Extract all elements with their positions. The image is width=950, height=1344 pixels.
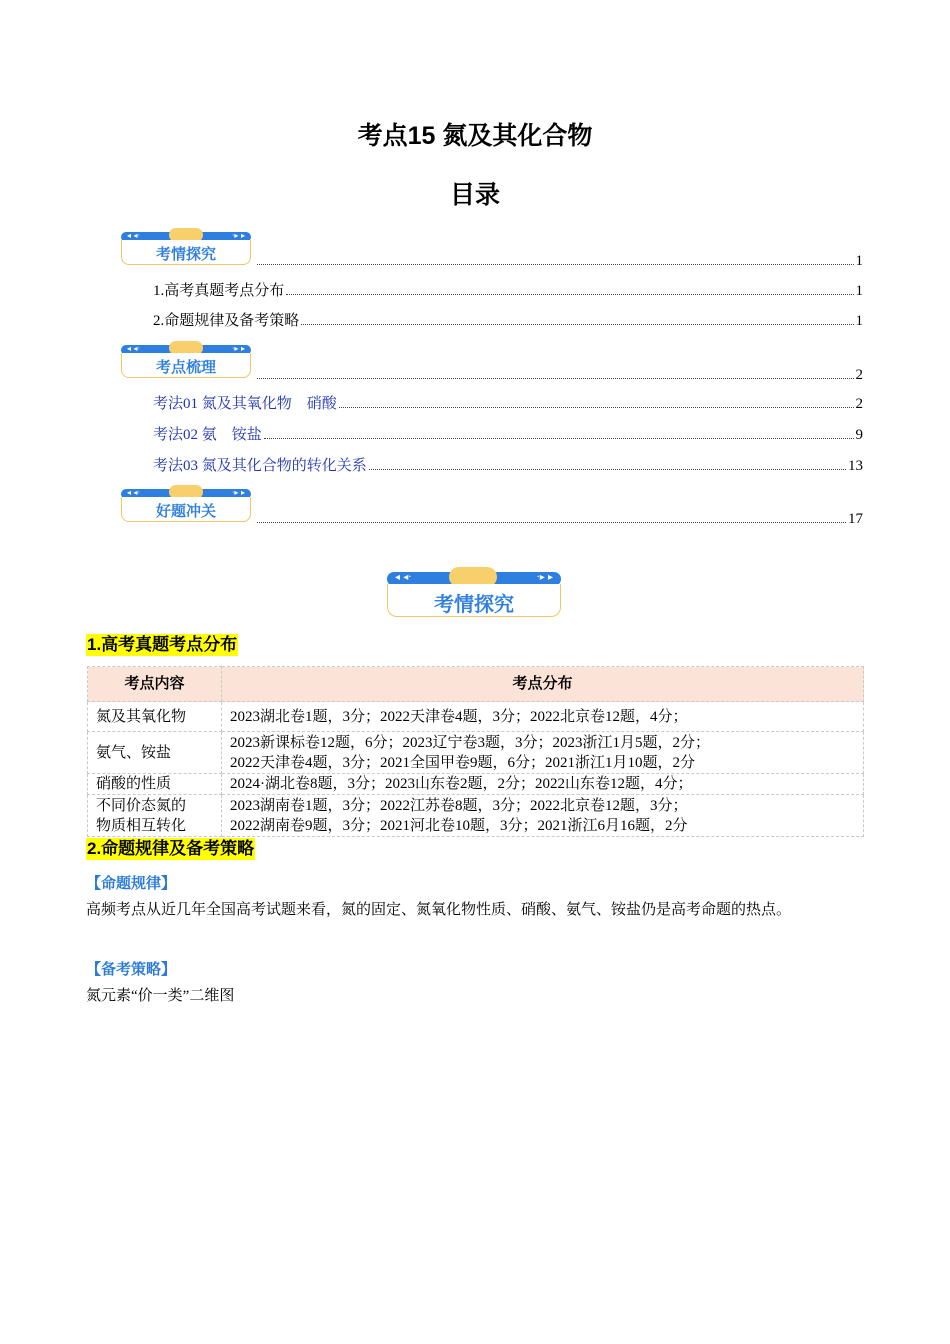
table-row: 硝酸的性质 2024·湖北卷8题，3分；2023山东卷2题，2分；2022山东卷12题，4分； — [88, 774, 864, 795]
badge-practice: ◂ ◂· ·▸ ▸ 好题冲关 — [121, 487, 251, 521]
toc-entry-explore[interactable]: 1 — [255, 250, 863, 270]
rule-label: 【命题规律】 — [86, 875, 177, 892]
table-row: 氨气、铵盐 2023新课标卷12题，6分；2023辽宁卷3题，3分；2023浙江1月5题，2分； 2022天津卷4题，3分；2021全国甲卷9题，6分；2021浙江1月10题，2分 — [88, 732, 864, 774]
toc-entry-distribution[interactable]: 1.高考真题考点分布 1 — [153, 283, 863, 299]
table-row: 不同价态氮的 物质相互转化 2023湖南卷1题，3分；2022江苏卷8题，3分；2022北京卷12题，3分； 2022湖南卷9题，3分；2021河北卷10题，3分；2021浙江6月16题，2分 — [88, 795, 864, 837]
arrow-right-icon: ·▸ ▸ — [231, 231, 245, 240]
strategy-label: 【备考策略】 — [86, 961, 177, 978]
document-title: 考点15 氮及其化合物 — [357, 122, 593, 150]
arrow-right-icon: ·▸ ▸ — [536, 572, 553, 583]
toc-entry-method-01[interactable]: 考法01 氮及其氧化物 硝酸 2 — [153, 396, 863, 412]
toc-entry-review[interactable]: 2 — [255, 364, 863, 384]
toc-entry-method-02[interactable]: 考法02 氨 铵盐 9 — [153, 427, 863, 443]
table-header-distribution: 考点分布 — [222, 667, 864, 702]
arrow-right-icon: ·▸ ▸ — [231, 488, 245, 497]
badge-review: ◂ ◂· ·▸ ▸ 考点梳理 — [121, 343, 251, 377]
strategy-text: 氮元素“价一类”二维图 — [86, 988, 235, 1004]
section1-heading: 1.高考真题考点分布 — [87, 635, 238, 654]
toc-entry-practice[interactable]: 17 — [255, 508, 863, 528]
arrow-left-icon: ◂ ◂· — [127, 231, 141, 240]
section2-heading: 2.命题规律及备考策略 — [87, 839, 255, 858]
arrow-left-icon: ◂ ◂· — [395, 572, 412, 583]
toc-heading: 目录 — [449, 181, 500, 209]
rule-text: 高频考点从近几年全国高考试题来看，氮的固定、氮氧化物性质、硝酸、氨气、铵盐仍是高考命题的热点。 — [86, 902, 792, 918]
section-badge-explore: ◂ ◂· ·▸ ▸ 考情探究 — [387, 570, 561, 616]
badge-explore: ◂ ◂· ·▸ ▸ 考情探究 — [121, 230, 251, 264]
toc-entry-rules[interactable]: 2.命题规律及备考策略 1 — [153, 313, 863, 329]
table-row: 氮及其氧化物 2023湖北卷1题，3分；2022天津卷4题，3分；2022北京卷12题，4分； — [88, 702, 864, 732]
arrow-right-icon: ·▸ ▸ — [231, 344, 245, 353]
toc-entry-method-03[interactable]: 考法03 氮及其化合物的转化关系 13 — [153, 458, 863, 474]
arrow-left-icon: ◂ ◂· — [127, 344, 141, 353]
exam-distribution-table — [87, 666, 864, 837]
arrow-left-icon: ◂ ◂· — [127, 488, 141, 497]
table-header-topic: 考点内容 — [88, 667, 222, 702]
table-header-row — [88, 667, 864, 702]
